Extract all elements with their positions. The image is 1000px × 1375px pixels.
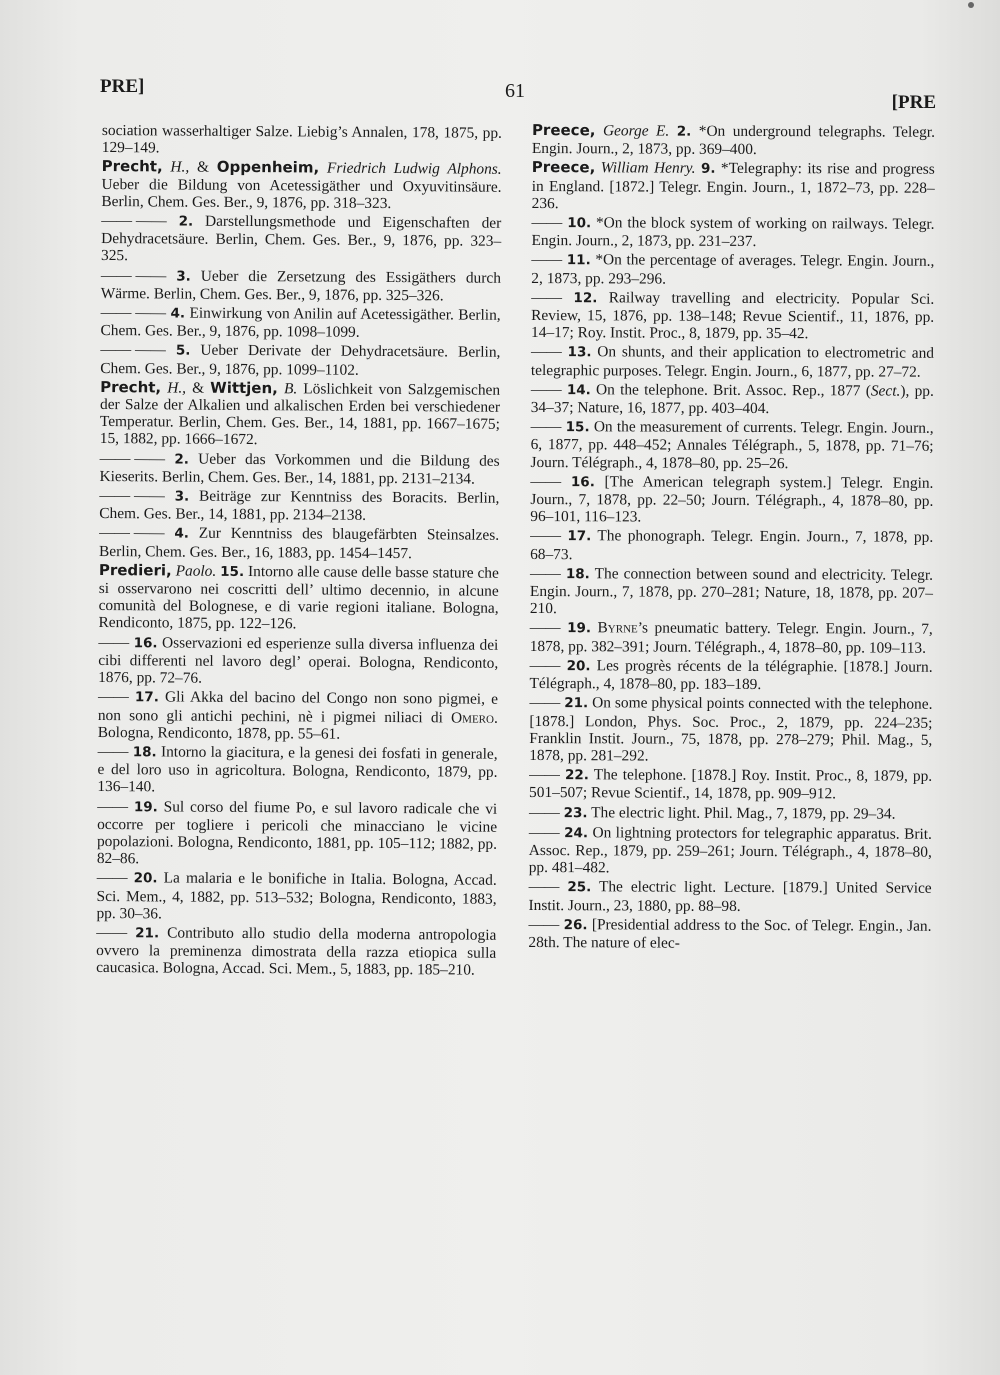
bib-entry xyxy=(99,487,499,525)
author-join: & xyxy=(196,159,217,177)
entry-number: 9. xyxy=(700,161,716,178)
bib-entry xyxy=(531,214,934,251)
entry-text: Sul corso del fiume Po, e sul lavoro radicale che vi occorre per togliere i pericoli che minacciano le vicine popolazioni. Bologna, Rendiconto, 1881, pp. 105–112; 1882, pp. 82–86. xyxy=(96,797,498,868)
bib-entry-author xyxy=(100,379,500,451)
ditto-dash: —— xyxy=(530,418,562,436)
left-column xyxy=(96,122,502,979)
entry-number: 5. xyxy=(175,342,191,360)
header-right: [PRE xyxy=(891,92,936,113)
author-surname: Preece, xyxy=(531,121,596,140)
entry-text: On the measurement of currents. Telegr. Engin. Journ., 6, 1877, pp. 448–452; Annales Télégraph., 5, 1878, pp. 71–76; Journ. Télégraph., 4, 1878–80, pp. 25–26. xyxy=(530,418,934,472)
ditto-dash: —— xyxy=(531,214,563,232)
page-number: 61 xyxy=(505,80,525,102)
bib-entry xyxy=(528,916,931,953)
ditto-dash: —— —— xyxy=(99,524,165,542)
entry-number: 15. xyxy=(565,419,590,436)
entry-text: Zur Kenntniss des blaugefärbten Steinsalzes. Berlin, Chem. Ges. Ber., 16, 1883, pp. 1454–1457. xyxy=(98,525,500,562)
ditto-dash: —— xyxy=(531,251,563,269)
entry-text: *Telegraphy: its rise and progress in England. [1872.] Telegr. Engin. Journ., 1, 1872–73, pp. 228–236. xyxy=(531,160,935,212)
bib-entry xyxy=(97,797,497,870)
entry-number: 15. xyxy=(220,563,245,580)
entry-number: 2. xyxy=(676,123,692,140)
bib-entry xyxy=(531,381,934,418)
entry-text: Les progrès récents de la télégraphie. [1878.] Journ. Télégraph., 4, 1878–80, pp. 183–189. xyxy=(529,657,933,694)
ditto-dash: —— —— xyxy=(100,304,167,322)
author-surname: Preece, xyxy=(531,158,596,177)
header-left: PRE] xyxy=(100,76,145,97)
entry-number: 17. xyxy=(567,528,592,545)
entry-text: [Presidential address to the Soc. of Telegr. Engin., Jan. 28th. The nature of elec- xyxy=(528,915,932,952)
entry-number: 18. xyxy=(565,566,590,583)
author-surname: Precht, xyxy=(101,157,163,176)
ditto-dash: —— —— xyxy=(100,341,166,359)
entry-number: 4. xyxy=(170,305,186,322)
author-surname: Predieri, xyxy=(98,560,172,580)
italic-text: Sect. xyxy=(870,382,901,400)
ditto-dash: —— xyxy=(96,869,128,887)
entry-text: The electric light. Lecture. [1879.] United Service Instit. Journ., 23, 1880, pp. 88–98. xyxy=(528,878,932,915)
entry-text: On the telephone. Brit. Assoc. Rep., 1877 ( xyxy=(590,381,871,400)
bib-entry-author xyxy=(98,562,498,635)
bib-entry xyxy=(530,619,933,656)
entry-number: 12. xyxy=(573,290,598,307)
bib-entry xyxy=(99,524,499,562)
entry-text: Gli Akka del bacino del Congo non sono pigmei, e non sono gli antichi pechini, nè i pigmei niliaci di xyxy=(97,688,499,726)
entry-text: ’s pneumatic battery. Telegr. Engin. Journ., 7, 1878, pp. 382–391; Journ. Télégraph., 4, 1878–80, pp. 109–113. xyxy=(529,619,933,657)
author-given-name: Paolo. xyxy=(175,562,217,580)
bib-entry xyxy=(531,289,934,343)
entry-number: 24. xyxy=(564,824,589,841)
bib-entry xyxy=(531,343,934,380)
author-given-name: William Henry. xyxy=(600,159,696,178)
entry-number: 25. xyxy=(567,879,592,896)
entry-number: 20. xyxy=(566,658,591,675)
ditto-dash: —— xyxy=(97,688,129,706)
entry-number: 4. xyxy=(174,525,189,543)
bib-entry-author xyxy=(101,158,501,212)
entry-text: sociation wasserhaltiger Salze. Liebig’s Annalen, 178, 1875, pp. 129–149. xyxy=(101,122,502,157)
bib-entry-author xyxy=(532,122,935,159)
entry-text: The electric light. Phil. Mag., 7, 1879, pp. 29–34. xyxy=(587,803,896,823)
entry-text: Railway travelling and electricity. Popular Sci. Review, 15, 1876, pp. 138–148; Revue Scientif., 11, 1876, pp. 14–17; Roy. Instit. Proc., 8, 1879, pp. 35–42. xyxy=(531,289,935,343)
entry-text: Einwirkung von Anilin auf Acetessigäther. Berlin, Chem. Ges. Ber., 9, 1876, pp. 1098–1099. xyxy=(100,304,501,342)
ditto-dash: —— —— xyxy=(101,212,167,230)
ditto-dash: —— xyxy=(528,803,560,821)
ink-dot xyxy=(968,2,974,8)
entry-number: 2. xyxy=(174,451,189,468)
bib-entry xyxy=(96,924,496,979)
author-given-name: George E. xyxy=(602,122,670,140)
bib-entry xyxy=(530,527,933,564)
ditto-dash: —— xyxy=(531,288,563,306)
entry-text: La malaria e le bonifiche in Italia. Bologna, Accad. Sci. Mem., 4, 1882, pp. 513–532; Bologna, Rendiconto, 1883, pp. 30–36. xyxy=(96,869,497,923)
bib-entry xyxy=(530,418,933,472)
entry-text: *On the percentage of averages. Telegr. Engin. Journ., 2, 1873, pp. 293–296. xyxy=(531,251,935,288)
bib-entry xyxy=(529,878,932,915)
ditto-dash: —— xyxy=(529,694,561,712)
bib-entry xyxy=(101,212,501,267)
ditto-dash: —— xyxy=(97,797,129,815)
entry-number: 18. xyxy=(132,744,157,761)
ditto-dash: —— xyxy=(528,878,560,896)
entry-text: On shunts, and their application to electrometric and telegraphic purposes. Telegr. Engin. Journ., 6, 1877, pp. 27–72. xyxy=(530,343,935,381)
ditto-dash: —— xyxy=(530,380,562,398)
ditto-dash: —— xyxy=(530,472,562,490)
ditto-dash: —— xyxy=(530,343,562,361)
entry-text-continued: . Bologna, Rendiconto, 1878, pp. 55–61. xyxy=(97,709,498,743)
ditto-dash: —— xyxy=(530,527,562,545)
entry-number: 16. xyxy=(133,634,158,652)
entry-number: 21. xyxy=(564,695,589,712)
ditto-dash: —— —— xyxy=(99,487,165,505)
bib-entry xyxy=(531,251,934,288)
entry-number: 3. xyxy=(176,268,191,285)
entry-text: Contributo allo studio della moderna antropologia ovvero la preminenza dimostrata della razza etiopica sulla caucasica. Bologna, Accad. Sci. Mem., 5, 1883, pp. 185–210. xyxy=(96,924,497,979)
entry-text: On lightning protectors for telegraphic apparatus. Brit. Assoc. Rep., 1879, pp. 259–261; Journ. Télégraph., 4, 1878–80, pp. 481–482. xyxy=(528,823,932,877)
small-caps-name: Omero xyxy=(451,708,495,727)
entry-number: 11. xyxy=(566,252,591,269)
bib-entry xyxy=(96,869,496,924)
entry-text: *On underground telegraphs. Telegr. Engin. Journ., 2, 1873, pp. 369–400. xyxy=(531,122,935,159)
ditto-dash: —— xyxy=(97,742,129,761)
entry-number: 10. xyxy=(567,215,592,232)
ditto-dash: —— xyxy=(96,923,128,942)
bib-entry xyxy=(530,657,933,694)
running-header xyxy=(100,74,936,114)
entry-text: Ueber das Vorkommen und die Bildung des Kieserits. Berlin, Chem. Ges. Ber., 14, 1881, pp. 2131–2134. xyxy=(99,450,500,488)
entry-text: On some physical points connected with the telephone. [1878.] London, Phys. Soc. Proc., 2, 1879, pp. 224–235; Franklin Instit. Journ., 75, 1878, pp. 278–279; Phil. Mag., 5, 1878, pp. 281–292. xyxy=(529,694,933,765)
entry-number: 22. xyxy=(564,767,589,784)
entry-text: Osservazioni ed esperienze sulla diversa influenza dei cibi differenti nel lavoro degl’ operai. Bologna, Rendiconto, 1876, pp. 72–76. xyxy=(98,634,499,687)
bib-entry xyxy=(529,824,932,878)
ditto-dash: —— —— xyxy=(100,266,167,285)
entry-number: 20. xyxy=(133,870,158,887)
entry-text: Intorno la giacitura, e la genesi dei fosfati in generale, e del loro uso in agricoltura. Bologna, Rendiconto, 1879, pp. 136–140. xyxy=(97,743,498,796)
bib-entry xyxy=(530,473,933,527)
entry-number: 14. xyxy=(566,381,591,399)
entry-number: 17. xyxy=(134,689,159,706)
author-surname: Precht, xyxy=(100,377,162,397)
ditto-dash: —— xyxy=(528,915,560,933)
entry-text: Darstellungsmethode und Eigenschaften der Dehydracetsäure. Berlin, Chem. Ges. Ber., 9, 1876, pp. 323–325. xyxy=(101,212,502,265)
ditto-dash: —— xyxy=(529,619,561,637)
bib-entry xyxy=(99,450,499,488)
author-given-name: H., xyxy=(170,158,190,177)
entry-number: 13. xyxy=(567,344,592,361)
coauthor-surname: Wittjen, xyxy=(210,378,278,398)
bib-entry xyxy=(98,634,498,689)
coauthor-given-name: B. xyxy=(283,380,298,398)
entry-number: 16. xyxy=(570,474,595,491)
author-given-name: H., xyxy=(167,379,187,397)
ditto-dash: —— xyxy=(529,766,560,784)
bib-entry-author xyxy=(532,159,935,213)
bib-entry xyxy=(529,766,932,803)
coauthor-surname: Oppenheim, xyxy=(216,158,320,177)
entry-text: The telephone. [1878.] Roy. Instit. Proc., 8, 1879, pp. 501–507; Revue Scientif., 14, 1878, pp. 909–912. xyxy=(529,766,933,803)
bib-entry xyxy=(101,267,501,305)
entry-text: Ueber Derivate der Dehydracetsäure. Berlin, Chem. Ges. Ber., 9, 1876, pp. 1099–1102. xyxy=(100,342,501,379)
bib-entry xyxy=(529,694,932,766)
bib-entry xyxy=(530,565,933,619)
coauthor-given-name: Friedrich Ludwig Alphons. xyxy=(326,159,502,179)
small-caps-name: Byrne xyxy=(597,619,638,637)
bib-entry xyxy=(529,804,932,824)
entry-text: The phonograph. Telegr. Engin. Journ., 7, 1878, pp. 68–73. xyxy=(530,527,934,563)
entry-number: 19. xyxy=(567,620,592,637)
right-column xyxy=(528,122,935,953)
author-join: & xyxy=(192,379,211,397)
entry-text: The connection between sound and electricity. Telegr. Engin. Journ., 7, 1878, pp. 270–281; Nature, 18, 1878, pp. 207–210. xyxy=(529,565,934,618)
entry-text: Ueber die Zersetzung des Essigäthers durch Wärme. Berlin, Chem. Ges. Ber., 9, 1876, pp. 325–326. xyxy=(100,267,501,305)
bib-entry-continued xyxy=(102,122,502,159)
entry-number: 2. xyxy=(178,213,194,230)
entry-text: *On the block system of working on railways. Telegr. Engin. Journ., 2, 1873, pp. 231–237. xyxy=(531,214,935,251)
ditto-dash: —— xyxy=(98,633,130,651)
entry-number: 19. xyxy=(133,798,158,815)
bib-entry xyxy=(100,341,500,379)
entry-text: Ueber die Bildung von Acetessigäther und Oxyuvitinsäure. Berlin, Chem. Ges. Ber., 9, 1876, pp. 318–323. xyxy=(101,175,502,212)
ditto-dash: —— xyxy=(528,823,560,841)
entry-number: 21. xyxy=(135,925,160,942)
entry-number: 3. xyxy=(174,488,190,505)
entry-text: Intorno alle cause delle basse stature che si osservarono nei coscritti dell’ ultimo decennio, in alcune comunità del Bolognese, e di varie regioni italiane. Bologna, Rendiconto, 1875, pp. 122–126. xyxy=(98,562,499,633)
entry-number: 23. xyxy=(563,804,588,821)
ditto-dash: —— —— xyxy=(99,449,166,468)
entry-text: Beiträge zur Kenntniss des Boracits. Berlin, Chem. Ges. Ber., 14, 1881, pp. 2134–2138. xyxy=(99,487,500,525)
entry-text: [The American telegraph system.] Telegr. Engin. Journ., 7, 1878, pp. 22–50; Journ. Télégraph., 4, 1878–80, pp. 96–101, 116–123. xyxy=(530,473,934,526)
entry-number: 26. xyxy=(563,916,588,933)
entry-text-continued: ), pp. 34–37; Nature, 16, 1877, pp. 403–404. xyxy=(530,382,934,418)
entry-text: Löslichkeit von Salzgemischen der Salze der Alkalien und alkalischen Erden bei verschiedener Temperatur. Berlin, Chem. Ges. Ber., 14, 1881, pp. 1667–1675; 15, 1882, pp. 1666–1672. xyxy=(99,380,501,449)
ditto-dash: —— xyxy=(529,564,561,583)
bib-entry xyxy=(97,743,497,798)
bib-entry xyxy=(98,688,498,743)
bib-entry xyxy=(100,304,500,342)
ditto-dash: —— xyxy=(529,656,561,675)
